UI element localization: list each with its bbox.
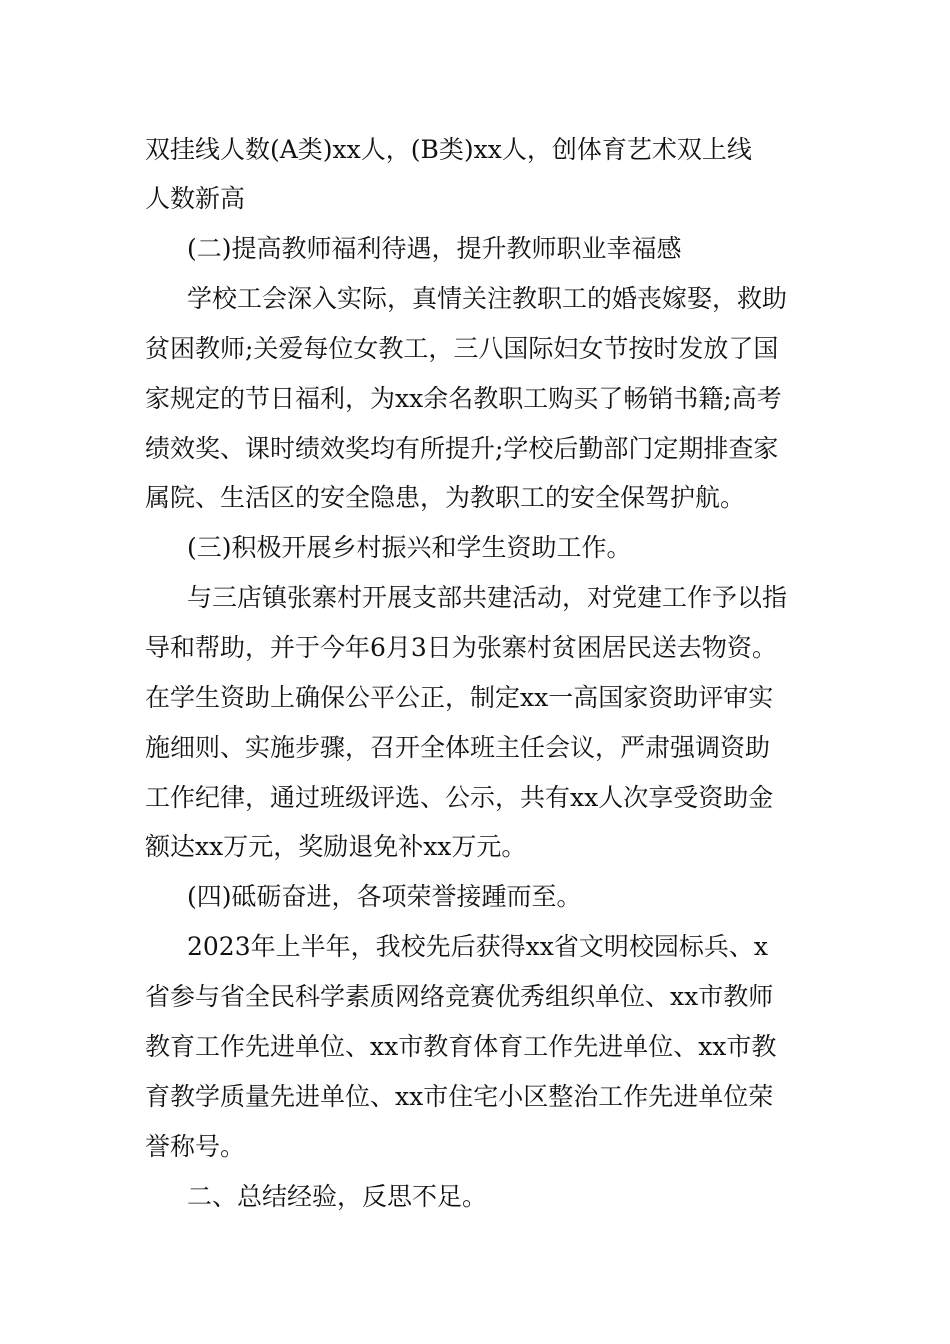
text-line: 人数新高: [145, 184, 246, 213]
text-line: 省参与省全民科学素质网络竞赛优秀组织单位、xx市教师: [145, 982, 774, 1011]
text-line: 属院、生活区的安全隐患，为教职工的安全保驾护航。: [145, 483, 746, 512]
text-line: 额达xx万元，奖励退免补xx万元。: [145, 832, 527, 861]
text-line: 导和帮助，并于今年6月3日为张寨村贫困居民送去物资。: [145, 633, 777, 662]
text-line: 与三店镇张寨村开展支部共建活动，对党建工作予以指: [187, 583, 788, 612]
text-line: 家规定的节日福利，为xx余名教职工购买了畅销书籍;高考: [145, 384, 782, 413]
text-line: 誉称号。: [145, 1132, 246, 1161]
section-heading: (二)提高教师福利待遇，提升教师职业幸福感: [187, 234, 682, 263]
text-line: 教育工作先进单位、xx市教育体育工作先进单位、xx市教: [145, 1032, 777, 1061]
text-line: 在学生资助上确保公平公正，制定xx一高国家资助评审实: [145, 683, 774, 712]
text-line: 育教学质量先进单位、xx市住宅小区整治工作先进单位荣: [145, 1082, 774, 1111]
text-line: 工作纪律，通过班级评选、公示，共有xx人次享受资助金: [145, 783, 774, 812]
section-heading: (三)积极开展乡村振兴和学生资助工作。: [187, 533, 632, 562]
text-line: 施细则、实施步骤，召开全体班主任会议，严肃强调资助: [145, 733, 771, 762]
text-line: 双挂线人数(A类)xx人，(B类)xx人，创体育艺术双上线: [145, 135, 752, 164]
text-line: 贫困教师;关爱每位女教工，三八国际妇女节按时发放了国: [145, 334, 779, 363]
section-heading: (四)砥砺奋进，各项荣誉接踵而至。: [187, 882, 582, 911]
text-line: 学校工会深入实际，真情关注教职工的婚丧嫁娶，救助: [187, 284, 788, 313]
text-line: 绩效奖、课时绩效奖均有所提升;学校后勤部门定期排查家: [145, 434, 779, 463]
text-line: 2023年上半年，我校先后获得xx省文明校园标兵、x: [187, 932, 768, 961]
section-heading: 二、总结经验，反思不足。: [187, 1182, 488, 1211]
